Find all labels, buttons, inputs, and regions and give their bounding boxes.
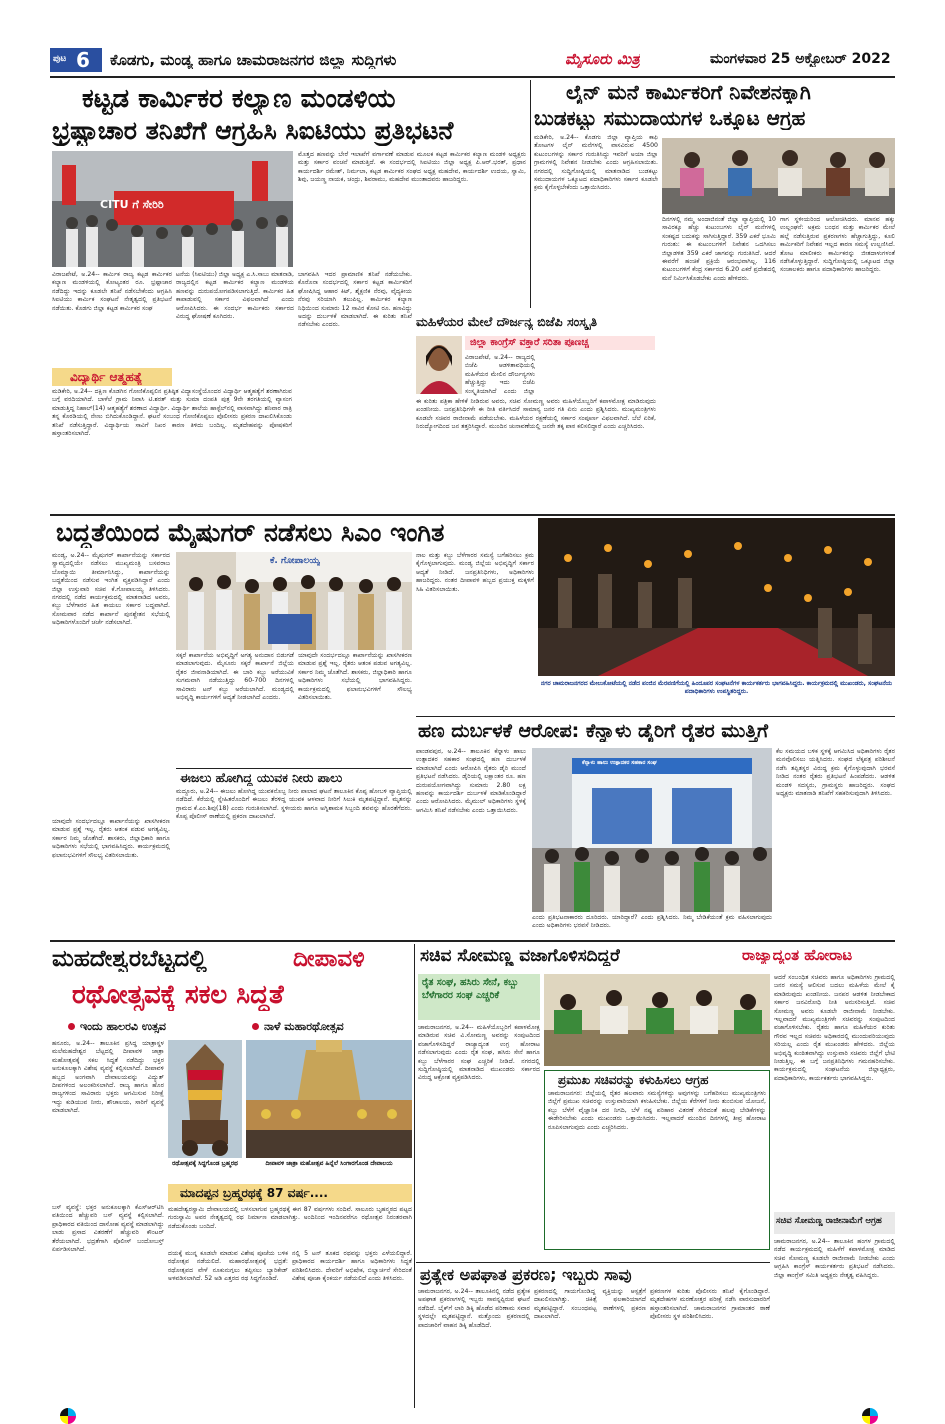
story9-body-1: ಚಾಮರಾಜನಗರ, ಅ.24-- ಮಹಿಳೆಯೊಬ್ಬರಿಗೆ ಕಪಾಳಮೋಕ್ಷ ಮಾಡಿರುವ ಸಚಿವ ವಿ.ಸೋಮಣ್ಣ ಅವರನ್ನು ಸಂಪುಟದಿಂದ ವಜಾಗೊಳಿಸದಿದ್ದರೆ ರಾಜ್ಯಾದ್ಯಂತ ಉಗ್ರ ಹೋರಾಟ ನಡೆಸಲಾಗುವುದು ಎಂದು ರೈತ ಸಂಘ, ಹಸಿರು ಸೇನೆ ಹಾಗೂ ಕಬ್ಬು ಬೆಳೆಗಾರರ ಸಂಘ ಎಚ್ಚರಿಕೆ ನೀಡಿದೆ. ನಗರದಲ್ಲಿ ಸುದ್ದಿಗೋಷ್ಠಿಯಲ್ಲಿ ಮಾತನಾಡಿದ ಮುಖಂಡರು ಸರ್ಕಾರದ ವಿರುದ್ಧ ಆಕ್ರೋಶ ವ್ಯಕ್ತಪಡಿಸಿದರು.: [418, 1024, 540, 1082]
story8-body-1: ಹನೂರು, ಅ.24-- ತಾಲೂಕಿನ ಪ್ರಸಿದ್ಧ ಯಾತ್ರಾಸ್ಥಳ ಮಲೆಮಹದೇಶ್ವರ ಬೆಟ್ಟದಲ್ಲಿ ದೀಪಾವಳಿ ಜಾತ್ರಾ ಮಹೋತ್ಸವಕ್ಕೆ ಸಕಲ ಸಿದ್ಧತೆ ನಡೆದಿದ್ದು ಭಕ್ತರ ಅನುಕೂಲಕ್ಕಾಗಿ ವಿಶೇಷ ವ್ಯವಸ್ಥೆ ಕಲ್ಪಿಸಲಾಗಿದೆ. ದೀಪಾವಳಿ ಹಬ್ಬದ ಅಂಗವಾಗಿ ದೇವಾಲಯವನ್ನು ವಿದ್ಯುತ್ ದೀಪಗಳಿಂದ ಅಲಂಕರಿಸಲಾಗಿದೆ. ರಾಜ್ಯ ಹಾಗೂ ಹೊರ ರಾಜ್ಯಗಳಿಂದ ಸಾವಿರಾರು ಭಕ್ತರು ಆಗಮಿಸುವ ನಿರೀಕ್ಷೆ ಇದ್ದು ಕುಡಿಯುವ ನೀರು, ಶೌಚಾಲಯ, ಸಾರಿಗೆ ವ್ಯವಸ್ಥೆ ಮಾಡಲಾಗಿದೆ.: [52, 1040, 164, 1115]
story5-headline: ಬದ್ಧತೆಯಿಂದ ಮೈಷುಗರ್ ನಡೆಸಲು ಸಿಎಂ ಇಂಗಿತ: [56, 518, 445, 547]
story8-body-3: ಮಹದೇಶ್ವರಸ್ವಾಮಿ ದೇವಾಲಯದಲ್ಲಿ ಬಳಸಲಾಗುವ ಬ್ರಹ್ಮರಥಕ್ಕೆ ಈಗ 87 ವರ್ಷಗಳು ಸಂದಿವೆ. ಸಾಲೂರು ಬೃಹನ್ಮಠದ ಪಟ್ಟದ ಗುರುಸ್ವಾಮಿ ಅವರ ನೇತೃತ್ವದಲ್ಲಿ ರಥ ನಿರ್ಮಾಣ ಮಾಡಲಾಗಿತ್ತು. ಅಂದಿನಿಂದ ಇಂದಿನವರೆಗೂ ರಥೋತ್ಸವ ನಿರಂತರವಾಗಿ ನಡೆದುಕೊಂಡು ಬಂದಿದೆ.: [168, 1206, 412, 1230]
story1-headline-1: ಕಟ್ಟಡ ಕಾರ್ಮಿಕರ ಕಲ್ಯಾಣ ಮಂಡಳಿಯ: [82, 84, 396, 114]
story5-body-2: ಸಕ್ಕರೆ ಕಾರ್ಖಾನೆಯ ಅಭಿವೃದ್ಧಿಗೆ ಅಗತ್ಯ ಅನುದಾನ ಬಿಡುಗಡೆ ಮಾಡಲಾಗುವುದು. ಮೈಸೂರು ಸಕ್ಕರೆ ಕಾರ್ಖಾನೆ ಜಿಲ್ಲೆಯ ರೈತರ ಜೀವನಾಡಿಯಾಗಿದೆ. ಈ ಬಾರಿ ಕಬ್ಬು ಅರೆಯುವಿಕೆ ಸುಗಮವಾಗಿ ನಡೆಯುತ್ತಿದ್ದು 60-700 ದಿನಗಳಲ್ಲಿ ಸಾವಿರಾರು ಟನ್ ಕಬ್ಬು ಅರೆಯಲಾಗಿದೆ. ಮಂಡ್ಯದಲ್ಲಿ ಅಭಿವೃದ್ಧಿ ಕಾರ್ಯಗಳಿಗೆ ಆದ್ಯತೆ ನೀಡಲಾಗಿದೆ ಎಂದರು.: [176, 652, 294, 702]
story4-photo: [416, 336, 462, 394]
story10-body-3: ಪ್ರಕರಣಗಳ ಕುರಿತು ಪೊಲೀಸರು ತನಿಖೆ ಕೈಗೊಂಡಿದ್ದಾರೆ. ಮೃತದೇಹಗಳ ಮರಣೋತ್ತರ ಪರೀಕ್ಷೆ ನಡೆಸಿ ವಾರಸುದಾರರಿಗೆ ಹಸ್ತಾಂತರಿಸಲಾಗಿದೆ. ಚಾಮರಾಜನಗರ ಗ್ರಾಮಾಂತರ ಠಾಣೆ ಪೊಲೀಸರು ಸ್ಥಳ ಪರಿಶೀಲಿಸಿದರು.: [650, 1288, 770, 1321]
story8-photo-1: [168, 1040, 242, 1158]
bullet-1-dot: [68, 1023, 75, 1030]
story9-headline-black: ಸಚಿವ ಸೋಮಣ್ಣ ವಜಾಗೊಳಿಸದಿದ್ದರೆ: [420, 946, 620, 966]
story5-body-4: ನಾಲ ಮತ್ತು ಕಬ್ಬು ಬೆಳೆಗಾರರ ಸಮಸ್ಯೆ ಬಗೆಹರಿಸಲು ಕ್ರಮ ಕೈಗೊಳ್ಳಲಾಗುವುದು. ಮಂಡ್ಯ ಜಿಲ್ಲೆಯ ಅಭಿವೃದ್ಧಿಗೆ ಸರ್ಕಾರ ಆದ್ಯತೆ ನೀಡಿದೆ. ಜನಪ್ರತಿನಿಧಿಗಳು, ಅಧಿಕಾರಿಗಳು ಹಾಜರಿದ್ದರು. ನಂತರ ದೀಪಾವಳಿ ಹಬ್ಬದ ಪ್ರಯುಕ್ತ ಮಕ್ಕಳಿಗೆ ಸಿಹಿ ವಿತರಿಸಲಾಯಿತು.: [416, 552, 534, 593]
torch-rally-photo: [538, 518, 895, 676]
page-number: 6: [76, 48, 90, 72]
page-label: ಪುಟ: [53, 54, 67, 64]
story8-caption-1: ರಥೋತ್ಸವಕ್ಕೆ ಸಿದ್ಧಗೊಂಡ ಬ್ರಹ್ಮರಥ: [172, 1160, 238, 1167]
story6-rule: [176, 768, 412, 769]
story3-headline-2: ಬುಡಕಟ್ಟು ಸಮುದಾಯಗಳ ಒಕ್ಕೂಟ ಆಗ್ರಹ: [534, 106, 806, 130]
story7-body-1: ಪಾಂಡವಪುರ, ಅ.24-- ತಾಲೂಕಿನ ಕೆನ್ನಾಳು ಹಾಲು ಉತ್ಪಾದಕರ ಸಹಕಾರ ಸಂಘದಲ್ಲಿ ಹಣ ದುರ್ಬಳಕೆ ಮಾಡಲಾಗಿದೆ ಎಂದು ಆರೋಪಿಸಿ ರೈತರು ಡೈರಿ ಮುಂದೆ ಪ್ರತಿಭಟನೆ ನಡೆಸಿದರು. ಡೈರಿಯಲ್ಲಿ ಲಕ್ಷಾಂತರ ರೂ. ಹಣ ದುರುಪಯೋಗವಾಗಿದ್ದು ಸುಮಾರು 2.80 ಲಕ್ಷ ಹಣವನ್ನು ಕಾರ್ಯದರ್ಶಿ ದುರ್ಬಳಕೆ ಮಾಡಿಕೊಂಡಿದ್ದಾರೆ ಎಂದು ಆರೋಪಿಸಿದರು. ಮೈಮುಲ್ ಅಧಿಕಾರಿಗಳು ಸ್ಥಳಕ್ಕೆ ಆಗಮಿಸಿ ತನಿಖೆ ನಡೆಸಬೇಕು ಎಂದು ಒತ್ತಾಯಿಸಿದರು.: [416, 748, 526, 814]
story5-body-1b: ಯಾವುದೇ ಸಂದರ್ಭದಲ್ಲೂ ಕಾರ್ಖಾನೆಯನ್ನು ಖಾಸಗೀಕರಣ ಮಾಡುವ ಪ್ರಶ್ನೆ ಇಲ್ಲ. ರೈತರು ಆತಂಕ ಪಡುವ ಅಗತ್ಯವಿಲ್ಲ. ಸರ್ಕಾರ ನಿಮ್ಮ ಜೊತೆಗಿದೆ. ಶಾಸಕರು, ಜಿಲ್ಲಾಧಿಕಾರಿ ಹಾಗೂ ಅಧಿಕಾರಿಗಳು ಸಭೆಯಲ್ಲಿ ಭಾಗವಹಿಸಿದ್ದರು. ಕಾರ್ಯಕ್ರಮದಲ್ಲಿ ಫಲಾನುಭವಿಗಳಿಗೆ ಸೌಲಭ್ಯ ವಿತರಿಸಲಾಯಿತು.: [52, 818, 170, 859]
story9-box2-body: ಚಾಮರಾಜನಗರ: ಜಿಲ್ಲೆಯಲ್ಲಿ ರೈತರ ಹಲವಾರು ಸಮಸ್ಯೆಗಳಿದ್ದು ಅವುಗಳನ್ನು ಬಗೆಹರಿಸಲು ಮುಖ್ಯಮಂತ್ರಿಗಳು ಜಿಲ್ಲೆಗೆ ಪ್ರಮುಖ ಸಚಿವರನ್ನು ಉಸ್ತುವಾರಿಯಾಗಿ ಕಳುಹಿಸಬೇಕು. ಜಿಲ್ಲೆಯ ಕೆರೆಗಳಿಗೆ ನೀರು ತುಂಬಿಸುವ ಯೋಜನೆ, ಕಬ್ಬು ಬೆಳೆಗೆ ವೈಜ್ಞಾನಿಕ ದರ ನಿಗದಿ, ಬೆಳೆ ನಷ್ಟ ಪರಿಹಾರ ವಿತರಣೆ ಸೇರಿದಂತೆ ಹಲವು ಬೇಡಿಕೆಗಳನ್ನು ಈಡೇರಿಸಬೇಕು ಎಂದು ಮುಖಂಡರು ಒತ್ತಾಯಿಸಿದರು. ಇಲ್ಲವಾದರೆ ಮುಂದಿನ ದಿನಗಳಲ್ಲಿ ತೀವ್ರ ಹೋರಾಟ ರೂಪಿಸಲಾಗುವುದು ಎಂದು ಎಚ್ಚರಿಸಿದರು.: [548, 1090, 766, 1131]
story3-headline-1: ಲೈನ್ ಮನೆ ಕಾರ್ಮಿಕರಿಗೆ ನಿವೇಶನಕ್ಕಾಗಿ: [566, 80, 811, 104]
story8-photo-2: [246, 1040, 412, 1158]
story3-body-3: ಗಾಗ ಸ್ಥಳೀಯರಿಂದ ಆಲೋಚಿಸಿದರು. ಮಾನವ ಹಕ್ಕು ಉಲ್ಲಂಘನೆ: ಅಕ್ರಮ ಬಂಧನ ಮತ್ತು ಕಾರ್ಮಿಕರ ಮೇಲೆ ಹಲ್ಲೆ ನಡೆಸುತ್ತಿರುವ ಪ್ರಕರಣಗಳು ಹೆಚ್ಚಾಗುತ್ತಿದ್ದು, ಕೂಲಿ ಕಾರ್ಮಿಕರಿಗೆ ನಿವೇಶನ ಇಲ್ಲದ ಕಾರಣ ಸಮಸ್ಯೆ ಉಲ್ಬಣಿಸಿದೆ. ತೋಟ ಮಾಲೀಕರು ಕಾರ್ಮಿಕರನ್ನು ಜೀತದಾಳುಗಳಂತೆ ನಡೆಸಿಕೊಳ್ಳುತ್ತಿದ್ದಾರೆ. ಸುದ್ದಿಗೋಷ್ಠಿಯಲ್ಲಿ ಒಕ್ಕೂಟದ ಜಿಲ್ಲಾ ಸಂಚಾಲಕರು ಹಾಗೂ ಪದಾಧಿಕಾರಿಗಳು ಹಾಜರಿದ್ದರು.: [780, 216, 895, 274]
col-rule-top: [530, 80, 531, 308]
story9-photo: [544, 974, 770, 1066]
story11-body: ಚಾಮರಾಜನಗರ, ಅ.24-- ತಾಲೂಕಿನ ಹಂಗಳ ಗ್ರಾಮದಲ್ಲಿ ನಡೆದ ಕಾರ್ಯಕ್ರಮದಲ್ಲಿ ಮಹಿಳೆಗೆ ಕಪಾಳಮೋಕ್ಷ ಮಾಡಿದ ಸಚಿವ ಸೋಮಣ್ಣ ಕೂಡಲೇ ರಾಜೀನಾಮೆ ನೀಡಬೇಕು ಎಂದು ಆಗ್ರಹಿಸಿ ಕಾಂಗ್ರೆಸ್ ಕಾರ್ಯಕರ್ತರು ಪ್ರತಿಭಟನೆ ನಡೆಸಿದರು. ಜಿಲ್ಲಾ ಕಾಂಗ್ರೆಸ್ ಸಮಿತಿ ಅಧ್ಯಕ್ಷರು ನೇತೃತ್ವ ವಹಿಸಿದ್ದರು.: [774, 1238, 895, 1279]
story10-body-1: ಚಾಮರಾಜನಗರ, ಅ.24-- ತಾಲೂಕಿನಲ್ಲಿ ನಡೆದ ಪ್ರತ್ಯೇಕ ಅಪಘಾತ ಪ್ರಕರಣಗಳಲ್ಲಿ ಇಬ್ಬರು ಸಾವನ್ನಪ್ಪಿರುವ ಘಟನೆ ನಡೆದಿದೆ. ಬೈಕ್‌ಗೆ ಲಾರಿ ಡಿಕ್ಕಿ ಹೊಡೆದ ಪರಿಣಾಮ ಸವಾರ ಸ್ಥಳದಲ್ಲೇ ಮೃತಪಟ್ಟಿದ್ದಾನೆ. ಮತ್ತೊಂದು ಪ್ರಕರಣದಲ್ಲಿ ಪಾದಚಾರಿಗೆ ವಾಹನ ಡಿಕ್ಕಿ ಹೊಡೆದಿದೆ.: [418, 1288, 530, 1329]
registration-mark-left: [60, 1408, 76, 1424]
story8-bullet-1: ಇಂದು ಹಾಲರವಿ ಉತ್ಸವ: [80, 1020, 166, 1033]
right-col-body: ಆದರೆ ಸಂಬಂಧಿತ ಸಚಿವರು ಹಾಗೂ ಅಧಿಕಾರಿಗಳು ಗ್ರಾಮದಲ್ಲಿ ಜನರ ಸಮಸ್ಯೆ ಆಲಿಸುವ ಬದಲು ಮಹಿಳೆಯ ಮೇಲೆ ಕೈ ಮಾಡಿರುವುದು ಖಂಡನೀಯ. ಜನಪರ ಆಡಳಿತ ನೀಡಬೇಕಾದ ಸರ್ಕಾರ ಜನವಿರೋಧಿ ನೀತಿ ಅನುಸರಿಸುತ್ತಿದೆ. ಸಚಿವ ಸೋಮಣ್ಣ ಅವರು ಕೂಡಲೇ ರಾಜೀನಾಮೆ ನೀಡಬೇಕು. ಇಲ್ಲವಾದರೆ ಮುಖ್ಯಮಂತ್ರಿಗಳೇ ಸಚಿವರನ್ನು ಸಂಪುಟದಿಂದ ವಜಾಗೊಳಿಸಬೇಕು. ರೈತರು ಹಾಗೂ ಮಹಿಳೆಯರ ಕುರಿತು ಗೌರವ ಇಲ್ಲದ ಸಚಿವರು ಅಧಿಕಾರದಲ್ಲಿ ಮುಂದುವರಿಯುವುದು ಸರಿಯಲ್ಲ ಎಂದು ರೈತ ಮುಖಂಡರು ಹೇಳಿದರು. ಜಿಲ್ಲೆಯ ಅಭಿವೃದ್ಧಿ ಕುಂಠಿತವಾಗಿದ್ದು ಉಸ್ತುವಾರಿ ಸಚಿವರು ಜಿಲ್ಲೆಗೆ ಭೇಟಿ ನೀಡುತ್ತಿಲ್ಲ. ಈ ಬಗ್ಗೆ ಜನಪ್ರತಿನಿಧಿಗಳು ಗಮನಹರಿಸಬೇಕು. ಕಾರ್ಯಕ್ರಮದಲ್ಲಿ ಸಂಘಟನೆಯ ಜಿಲ್ಲಾಧ್ಯಕ್ಷರು, ಪದಾಧಿಕಾರಿಗಳು, ಕಾರ್ಯಕರ್ತರು ಭಾಗವಹಿಸಿದ್ದರು.: [774, 974, 895, 1082]
story5-body-3: ಯಾವುದೇ ಸಂದರ್ಭದಲ್ಲೂ ಕಾರ್ಖಾನೆಯನ್ನು ಖಾಸಗೀಕರಣ ಮಾಡುವ ಪ್ರಶ್ನೆ ಇಲ್ಲ. ರೈತರು ಆತಂಕ ಪಡುವ ಅಗತ್ಯವಿಲ್ಲ. ಸರ್ಕಾರ ನಿಮ್ಮ ಜೊತೆಗಿದೆ. ಶಾಸಕರು, ಜಿಲ್ಲಾಧಿಕಾರಿ ಹಾಗೂ ಅಧಿಕಾರಿಗಳು ಸಭೆಯಲ್ಲಿ ಭಾಗವಹಿಸಿದ್ದರು. ಕಾರ್ಯಕ್ರಮದಲ್ಲಿ ಫಲಾನುಭವಿಗಳಿಗೆ ಸೌಲಭ್ಯ ವಿತರಿಸಲಾಯಿತು.: [298, 652, 412, 702]
story8-headline-1a: ಮಹದೇಶ್ವರಬೆಟ್ಟದಲ್ಲಿ: [52, 946, 207, 972]
story5-photo: [176, 552, 412, 650]
story4-body-1: ವಿರಾಜಪೇಟೆ, ಅ.24-- ರಾಜ್ಯದಲ್ಲಿ ಬಿಜೆಪಿ ಆಡಳಿತಾವಧಿಯಲ್ಲಿ ಮಹಿಳೆಯರ ಮೇಲಿನ ದೌರ್ಜನ್ಯಗಳು ಹೆಚ್ಚುತ್ತಿದ್ದು ಇದು ಬಿಜೆಪಿ ಸಂಸ್ಕೃತಿಯಾಗಿದೆ ಎಂದು ಜಿಲ್ಲಾ: [465, 354, 535, 395]
story9-box2-title: ಪ್ರಮುಖ ಸಚಿವರನ್ನು ಕಳುಹಿಸಲು ಆಗ್ರಹ: [558, 1073, 709, 1087]
story8-headline-1b: ದೀಪಾವಳಿ: [293, 946, 365, 972]
story11-headline: ಸಚಿವ ಸೋಮಣ್ಣ ರಾಜೀನಾಮೆಗೆ ಆಗ್ರಹ: [776, 1216, 882, 1226]
spokesperson-portrait: [416, 336, 462, 394]
dairy-sign-text: ಕೆನ್ನಾಳು ಹಾಲು ಉತ್ಪಾದಕರ ಸಹಕಾರ ಸಂಘ: [582, 760, 657, 766]
story8-bullet-2: ನಾಳೆ ಮಹಾರಥೋತ್ಸವ: [264, 1020, 344, 1033]
story10-rule: [416, 1262, 770, 1263]
story1-headline-2: ಭ್ರಷ್ಟಾಚಾರ ತನಿಖೆಗೆ ಆಗ್ರಹಿಸಿ ಸಿಐಟಿಯು ಪ್ರತಿಭಟನೆ: [52, 116, 454, 145]
story2-body: ಮಡಿಕೇರಿ, ಅ.24-- ದಕ್ಷಿಣ ಕೊಡಗಿನ ಗೋಣಿಕೊಪ್ಪಲಿನ ಪ್ರತಿಷ್ಠಿತ ವಿದ್ಯಾಸಂಸ್ಥೆಯೊಂದರ ವಿದ್ಯಾರ್ಥಿ ಆತ್ಮಹತ್ಯೆಗೆ ಶರಣಾಗಿರುವ ಬಗ್ಗೆ ವರದಿಯಾಗಿದೆ. ಬಾಳೆಲೆ ಗ್ರಾಮ ನಿವಾಸಿ ಟಿ.ಶರತ್ ಮತ್ತು ಸುಮಾ ದಂಪತಿ ಪುತ್ರ 9ನೇ ತರಗತಿಯಲ್ಲಿ ವ್ಯಾಸಂಗ ಮಾಡುತ್ತಿದ್ದ ನಿಹಾಲ್(14) ಆತ್ಮಹತ್ಯೆಗೆ ಶರಣಾದ ವಿದ್ಯಾರ್ಥಿ. ವಿದ್ಯಾರ್ಥಿ ಶಾಲೆಯ ಹಾಸ್ಟೆಲ್‌ನಲ್ಲಿ ವಾಸವಾಗಿದ್ದು ಶನಿವಾರ ರಾತ್ರಿ ತನ್ನ ಕೊಠಡಿಯಲ್ಲಿ ನೇಣು ಬಿಗಿದುಕೊಂಡಿದ್ದಾನೆ. ಘಟನೆ ಸಂಬಂಧ ಗೋಣಿಕೊಪ್ಪಲು ಪೊಲೀಸರು ಪ್ರಕರಣ ದಾಖಲಿಸಿಕೊಂಡು ತನಿಖೆ ನಡೆಸುತ್ತಿದ್ದಾರೆ. ವಿದ್ಯಾರ್ಥಿಯ ಸಾವಿಗೆ ನಿಖರ ಕಾರಣ ತಿಳಿದು ಬಂದಿಲ್ಲ. ಮೃತದೇಹವನ್ನು ಪೋಷಕರಿಗೆ ಹಸ್ತಾಂತರಿಸಲಾಗಿದೆ.: [52, 388, 292, 438]
story5-photo-banner: ಕೆ. ಗೋಪಾಲಯ್ಯ: [270, 556, 321, 566]
story8-subhead: ಮಾದಪ್ಪನ ಬ್ರಹ್ಮರಥಕ್ಕೆ 87 ವರ್ಷ....: [180, 1186, 328, 1200]
story4-subhead: ಜಿಲ್ಲಾ ಕಾಂಗ್ರೆಸ್ ವಕ್ತಾರೆ ಸರಿತಾ ಪೂಣಚ್ಚ: [470, 337, 589, 348]
row-rule-2: [50, 940, 895, 942]
story5-body-1: ಮಂಡ್ಯ, ಅ.24-- ಮೈಷುಗರ್ ಕಾರ್ಖಾನೆಯನ್ನು ಸರ್ಕಾರದ ಸ್ವಾಮ್ಯದಲ್ಲಿಯೇ ನಡೆಸಲು ಮುಖ್ಯಮಂತ್ರಿ ಬಸವರಾಜ ಬೊಮ್ಮಾಯಿ ತೀರ್ಮಾನಿಸಿದ್ದು, ಕಾರ್ಖಾನೆಯನ್ನು ಬದ್ಧತೆಯಿಂದ ನಡೆಸುವ ಇಂಗಿತ ವ್ಯಕ್ತಪಡಿಸಿದ್ದಾರೆ ಎಂದು ಜಿಲ್ಲಾ ಉಸ್ತುವಾರಿ ಸಚಿವ ಕೆ.ಗೋಪಾಲಯ್ಯ ತಿಳಿಸಿದರು. ನಗರದಲ್ಲಿ ನಡೆದ ಕಾರ್ಯಕ್ರಮದಲ್ಲಿ ಮಾತನಾಡಿದ ಅವರು, ಕಬ್ಬು ಬೆಳೆಗಾರರ ಹಿತ ಕಾಯಲು ಸರ್ಕಾರ ಬದ್ಧವಾಗಿದೆ. ಸೋಮವಾರ ನಡೆದ ಕಾರ್ಖಾನೆ ಪುನಶ್ಚೇತನ ಸಭೆಯಲ್ಲಿ ಅಧಿಕಾರಿಗಳೊಂದಿಗೆ ಚರ್ಚೆ ನಡೆಸಲಾಗಿದೆ.: [52, 552, 170, 627]
protest-photo-graphic: [52, 151, 293, 267]
story3-body-1: ಮಡಿಕೇರಿ, ಅ.24-- ಕೊಡಗು ಜಿಲ್ಲಾ ವ್ಯಾಪ್ತಿಯ ಕಾಫಿ ತೋಟಗಳ ಲೈನ್ ಮನೆಗಳಲ್ಲಿ ವಾಸವಿರುವ 4500 ಕುಟುಂಬಗಳನ್ನು ಸರ್ಕಾರ ಗುರುತಿಸಿದ್ದು ಇವರಿಗೆ ಅಯಾ ಜಿಲ್ಲಾ ಗ್ರಾಮಗಳಲ್ಲಿ ನಿವೇಶನ ನೀಡಬೇಕು ಎಂದು ಆಗ್ರಹಿಸಲಾಯಿತು. ನಗರದಲ್ಲಿ ಸುದ್ದಿಗೋಷ್ಠಿಯಲ್ಲಿ ಮಾತನಾಡಿದ ಬುಡಕಟ್ಟು ಸಮುದಾಯಗಳ ಒಕ್ಕೂಟದ ಪದಾಧಿಕಾರಿಗಳು ಸರ್ಕಾರ ಕೂಡಲೇ ಕ್ರಮ ಕೈಗೊಳ್ಳಬೇಕೆಂದು ಒತ್ತಾಯಿಸಿದರು.: [534, 134, 658, 192]
story7-body-2: ಕೆಲ ಸಮಯದ ಬಳಿಕ ಸ್ಥಳಕ್ಕೆ ಆಗಮಿಸಿದ ಅಧಿಕಾರಿಗಳು ರೈತರ ಮನವೊಲಿಸಲು ಯತ್ನಿಸಿದರು. ಸಂಘದ ಲೆಕ್ಕಪತ್ರ ಪರಿಶೀಲನೆ ನಡೆಸಿ ತಪ್ಪಿತಸ್ಥರ ವಿರುದ್ಧ ಕ್ರಮ ಕೈಗೊಳ್ಳುವುದಾಗಿ ಭರವಸೆ ನೀಡಿದ ನಂತರ ರೈತರು ಪ್ರತಿಭಟನೆ ಹಿಂಪಡೆದರು. ಆಡಳಿತ ಮಂಡಳಿ ಸದಸ್ಯರು, ಗ್ರಾಮಸ್ಥರು ಹಾಜರಿದ್ದರು. ಸಂಘದ ಅಧ್ಯಕ್ಷರು ಮಾತನಾಡಿ ತನಿಖೆಗೆ ಸಹಕರಿಸುವುದಾಗಿ ತಿಳಿಸಿದರು.: [776, 748, 895, 798]
citu-banner-text: CITU ಗೆ ಸೇರಿರಿ: [100, 198, 164, 211]
story8-body-5: ನಲ್ಲಿ 5 ಟನ್ ತೂಕದ ರಥವನ್ನು ಭಕ್ತರು ಎಳೆಯಲಿದ್ದಾರೆ. ಪ್ರಾಧಿಕಾರದ ಕಾರ್ಯದರ್ಶಿ ಹಾಗೂ ಅಧಿಕಾರಿಗಳು ಸಿದ್ಧತೆ ಪರಿಶೀಲಿಸಿದರು. ದೇವರಿಗೆ ಅಭಿಷೇಕ, ಬಿಲ್ವಾರ್ಚನೆ ಸೇರಿದಂತೆ ವಿಶೇಷ ಪೂಜಾ ಕೈಂಕರ್ಯ ನಡೆಯಲಿದೆ ಎಂದು ತಿಳಿಸಿದರು.: [292, 1250, 412, 1283]
press-meet-photo: [662, 138, 895, 214]
story1-body-col3: ಬಾಗವಹಿಸಿ ಇದರ ಪ್ರಾಮಾಣಿಕ ತನಿಖೆ ನಡೆಯಬೇಕು. ಕೊರೊನಾ ಸಂದರ್ಭದಲ್ಲಿ ಸರ್ಕಾರ ಕಟ್ಟಡ ಕಾರ್ಮಿಕರಿಗೆ ಘೋಷಿಸಿದ್ದ ಆಹಾರ ಕಿಟ್, ಶೈಕ್ಷಣಿಕ ನೆರವು, ವೈದ್ಯಕೀಯ ನೆರವು ಸರಿಯಾಗಿ ತಲುಪಿಲ್ಲ. ಕಾರ್ಮಿಕರ ಕಲ್ಯಾಣ ನಿಧಿಯಿಂದ ಸುಮಾರು 12 ಸಾವಿರ ಕೋಟಿ ರೂ. ಹಣವಿದ್ದು ಅದನ್ನು ದುರ್ಬಳಕೆ ಮಾಡಲಾಗಿದೆ. ಈ ಕುರಿತು ತನಿಖೆ ನಡೆಸಬೇಕು ಎಂದರು.: [298, 271, 412, 329]
story3-body-2: ದಿನಗಳಲ್ಲಿ ನಮ್ಮ ಅಂದಾಜಿನಂತೆ ಜಿಲ್ಲಾ ವ್ಯಾಪ್ತಿಯಲ್ಲಿ 10 ಸಾವಿರಕ್ಕೂ ಹೆಚ್ಚು ಕುಟುಂಬಗಳು ಲೈನ್ ಮನೆಗಳಲ್ಲಿ ಸಂಕಷ್ಟದ ಬದುಕನ್ನು ಸಾಗಿಸುತ್ತಿದ್ದಾರೆ. 359 ಎಕರೆ ಭೂಮಿ ಗುರುತು: ಈ ಕುಟುಂಬಗಳಿಗೆ ನಿವೇಶನ ಒದಗಿಸಲು ಜಿಲ್ಲಾಡಳಿತ 359 ಎಕರೆ ಜಾಗವನ್ನು ಗುರುತಿಸಿದೆ. ಆದರೆ ಈವರೆಗೆ ಹಂಚಿಕೆ ಪ್ರಕ್ರಿಯೆ ಆರಂಭವಾಗಿಲ್ಲ. 116 ಕುಟುಂಬಗಳಿಗೆ ಕೆಂದ್ರ ಸರ್ಕಾರದ 6.20 ಎಕರೆ ಪ್ರದೇಶದಲ್ಲಿ ಮನೆ ನಿರ್ಮಿಸಿಕೊಡಬೇಕು ಎಂದು ಹೇಳಿದರು.: [662, 216, 776, 282]
chariot-photo: [168, 1040, 242, 1158]
row-rule-1: [50, 514, 895, 516]
story8-caption-2: ದೀಪಾವಳಿ ಜಾತ್ರಾ ಮಹೋತ್ಸವ ಹಿನ್ನೆಲೆ ಸಿಂಗಾರಗೊಂಡ ದೇವಾಲಯ: [265, 1160, 393, 1167]
story1-photo: [52, 151, 293, 267]
story6-body: ಮದ್ದೂರು, ಅ.24-- ಈಜಲು ಹೋಗಿದ್ದ ಯುವಕನೊಬ್ಬ ನೀರು ಪಾಲಾದ ಘಟನೆ ತಾಲೂಕಿನ ಕೊಪ್ಪ ಹೋಬಳಿ ವ್ಯಾಪ್ತಿಯಲ್ಲಿ ನಡೆದಿದೆ. ಕೆರೆಯಲ್ಲಿ ಸ್ನೇಹಿತರೊಂದಿಗೆ ಈಜಲು ತೆರಳಿದ್ದ ಯುವಕ ಆಳವಾದ ನೀರಿಗೆ ಸಿಲುಕಿ ಮೃತಪಟ್ಟಿದ್ದಾನೆ. ಮೃತನನ್ನು ಗ್ರಾಮದ ಕೆ.ಎಂ.ಶಿವು(18) ಎಂದು ಗುರುತಿಸಲಾಗಿದೆ. ಸ್ಥಳೀಯರು ಹಾಗೂ ಅಗ್ನಿಶಾಮಕ ಸಿಬ್ಬಂದಿ ಶವವನ್ನು ಹೊರತೆಗೆದರು. ಕೊಪ್ಪ ಪೊಲೀಸ್ ಠಾಣೆಯಲ್ಲಿ ಪ್ರಕರಣ ದಾಖಲಾಗಿದೆ.: [176, 788, 412, 821]
masthead: [50, 48, 895, 72]
registration-mark-right: [862, 1408, 878, 1424]
story3-photo: [662, 138, 895, 214]
story10-headline: ಪ್ರತ್ಯೇಕ ಅಪಘಾತ ಪ್ರಕರಣ; ಇಬ್ಬರು ಸಾವು: [420, 1265, 632, 1284]
story4-body-2: ಈ ಕುರಿತು ಪತ್ರಿಕಾ ಹೇಳಿಕೆ ನೀಡಿರುವ ಅವರು, ಸಚಿವ ಸೋಮಣ್ಣ ಅವರು ಮಹಿಳೆಯೊಬ್ಬರಿಗೆ ಕಪಾಳಮೋಕ್ಷ ಮಾಡಿರುವುದು ಖಂಡನೀಯ. ಜನಪ್ರತಿನಿಧಿಗಳೇ ಈ ರೀತಿ ವರ್ತಿಸಿದರೆ ಸಾಮಾನ್ಯ ಜನರ ಗತಿ ಏನು ಎಂದು ಪ್ರಶ್ನಿಸಿದರು. ಮುಖ್ಯಮಂತ್ರಿಗಳು ಕೂಡಲೇ ಸಚಿವರ ರಾಜೀನಾಮೆ ಪಡೆಯಬೇಕು. ಮಹಿಳೆಯರ ರಕ್ಷಣೆಯಲ್ಲಿ ಸರ್ಕಾರ ಸಂಪೂರ್ಣ ವಿಫಲವಾಗಿದೆ. ಬೆಲೆ ಏರಿಕೆ, ನಿರುದ್ಯೋಗದಿಂದ ಜನ ತತ್ತರಿಸಿದ್ದಾರೆ. ಮುಂದಿನ ಚುನಾವಣೆಯಲ್ಲಿ ಜನರೇ ತಕ್ಕ ಪಾಠ ಕಲಿಸಲಿದ್ದಾರೆ ಎಂದು ಎಚ್ಚರಿಸಿದರು.: [416, 398, 656, 431]
story1-body-right: ಮೊತ್ತದ ಹಣವನ್ನು ಬೇರೆ ಇಲಾಖೆಗೆ ವರ್ಗಾವಣೆ ಮಾಡುವ ಮೂಲಕ ಕಟ್ಟಡ ಕಾರ್ಮಿಕರ ಕಲ್ಯಾಣ ಮಂಡಳಿ ಅಧ್ಯಕ್ಷರು ಮತ್ತು ಸರ್ಕಾರ ವಂಚನೆ ಮಾಡುತ್ತಿದೆ. ಈ ಸಂದರ್ಭದಲ್ಲಿ ಸಿಐಟಿಯು ಜಿಲ್ಲಾ ಅಧ್ಯಕ್ಷ ಪಿ.ಆರ್.ಭರತ್, ಪ್ರಧಾನ ಕಾರ್ಯದರ್ಶಿ ರಮೇಶ್, ನಿರ್ಮಲಾ, ಕಟ್ಟಡ ಕಾರ್ಮಿಕರ ಸಂಘದ ಅಧ್ಯಕ್ಷ ಮಹದೇವ, ಕಾರ್ಯದರ್ಶಿ ಉದಯ, ಸ್ವಾಮಿ, ಶಿವು, ಜಯಣ್ಣ ನಾಯಕ, ಚಂದ್ರು, ಶಿವರಾಮು, ಮಹದೇವ ಮುಂತಾದವರು ಹಾಜರಿದ್ದರು.: [298, 151, 526, 184]
masthead-rule: [50, 76, 895, 78]
farmers-press-meet-photo: [544, 974, 770, 1066]
temple-photo: [246, 1040, 412, 1158]
section-title: ಕೊಡಗು, ಮಂಡ್ಯ ಹಾಗೂ ಚಾಮರಾಜನಗರ ಜಿಲ್ಲಾ ಸುದ್ದಿಗಳು: [110, 51, 397, 69]
story1-body-col1: ವಿರಾಜಪೇಟೆ, ಅ.24-- ಕಾರ್ಮಿಕ ರಾಜ್ಯ ಕಟ್ಟಡ ಕಾರ್ಮಿಕರ ಕಲ್ಯಾಣ ಮಂಡಳಿಯಲ್ಲಿ ಕೋಟ್ಯಂತರ ರೂ. ಭ್ರಷ್ಟಾಚಾರ ನಡೆದಿದ್ದು ಇದನ್ನು ಕೂಡಲೇ ತನಿಖೆ ನಡೆಸಬೇಕೆಂದು ಆಗ್ರಹಿಸಿ ಸಿಐಟಿಯು ಕಾರ್ಮಿಕ ಸಂಘಟನೆ ನೇತೃತ್ವದಲ್ಲಿ ಪ್ರತಿಭಟನೆ ನಡೆಯಿತು. ಕೊಡಗು ಜಿಲ್ಲಾ ಕಟ್ಟಡ ಕಾರ್ಮಿಕರ ಸಂಘ: [52, 271, 172, 312]
col-rule-bottom: [414, 944, 415, 1408]
story10-body-2: ಪ್ರಕರಣದಲ್ಲಿ ಗಾಯಗೊಂಡಿದ್ದ ವ್ಯಕ್ತಿಯನ್ನು ಆಸ್ಪತ್ರೆಗೆ ದಾಖಲಿಸಲಾಗಿತ್ತು. ಚಿಕಿತ್ಸೆ ಫಲಕಾರಿಯಾಗದೆ ಮೃತಪಟ್ಟಿದ್ದಾರೆ. ಸಂಬಂಧಪಟ್ಟ ಠಾಣೆಗಳಲ್ಲಿ ಪ್ರಕರಣ ದಾಖಲಾಗಿದೆ.: [534, 1288, 646, 1321]
brand-logo: ಮೈಸೂರು ಮಿತ್ರ: [565, 50, 640, 68]
ceremony-photo: [176, 552, 412, 650]
story4-headline: ಮಹಿಳೆಯರ ಮೇಲೆ ದೌರ್ಜನ್ಯ ಬಿಜೆಪಿ ಸಂಸ್ಕೃತಿ: [416, 314, 597, 329]
torch-rally-graphic: [538, 518, 895, 676]
story8-headline-2: ರಥೋತ್ಸವಕ್ಕೆ ಸಕಲ ಸಿದ್ಧತೆ: [72, 980, 284, 1010]
story6-headline: ಈಜಲು ಹೋಗಿದ್ದ ಯುವಕ ನೀರು ಪಾಲು: [180, 770, 343, 785]
dairy-protest-photo: [532, 748, 772, 912]
bullet-2-dot: [252, 1023, 259, 1030]
story9-box-title: ರೈತ ಸಂಘ, ಹಸಿರು ಸೇನೆ, ಕಬ್ಬು ಬೆಳೆಗಾರರ ಸಂಘ ಎಚ್ಚರಿಕೆ: [422, 977, 519, 1001]
story7-rule: [416, 716, 895, 717]
story8-body-4: ದಯಕ್ಕೆ ಮುನ್ನ ಕೂಡಲೇ ಮಾಡುವ ವಿಶೇಷ ಪೂಜೆಯ ಬಳಿಕ ರಥೋತ್ಸವ ನಡೆಯಲಿದೆ. ಮಹಾರಥೋತ್ಸವಕ್ಕೆ ಭದ್ರತೆ: ರಥೋತ್ಸವದ ವೇಳೆ ನೂಕುನುಗ್ಗಲು ತಪ್ಪಿಸಲು ಬ್ಯಾರಿಕೇಡ್ ಅಳವಡಿಸಲಾಗಿದೆ. 52 ಅಡಿ ಎತ್ತರದ ರಥ ಸಿದ್ಧಗೊಂಡಿದೆ.: [168, 1250, 288, 1283]
story7-caption: ಎಂದು ಪ್ರತಿಭಟನಾಕಾರರು ದೂರಿದರು. ಯಾರಿದ್ದಾರೆ? ಎಂದು ಪ್ರಶ್ನಿಸಿದರು. ನಿಮ್ಮ ಬೇಡಿಕೆಯಂತೆ ಕ್ರಮ ವಹಿಸಲಾಗುವುದು ಎಂದು ಅಧಿಕಾರಿಗಳು ಭರವಸೆ ನೀಡಿದರು.: [532, 914, 772, 930]
story7-photo: [532, 748, 772, 912]
issue-date: ಮಂಗಳವಾರ 25 ಅಕ್ಟೋಬರ್ 2022: [710, 51, 891, 67]
story7-headline: ಹಣ ದುರ್ಬಳಕೆ ಆರೋಪ: ಕೆನ್ನಾಳು ಡೈರಿಗೆ ರೈತರ ಮುತ್ತಿಗೆ: [418, 720, 769, 742]
story2-headline: ವಿದ್ಯಾರ್ಥಿ ಆತ್ಮಹತ್ಯೆ: [70, 370, 143, 384]
story9-headline-red: ರಾಜ್ಯಾದ್ಯಂತ ಹೋರಾಟ: [742, 946, 853, 964]
story1-body-col2: ಟನೆಯ (ಸಿಐಟಿಯು) ಜಿಲ್ಲಾ ಅಧ್ಯಕ್ಷ ಎ.ಸಿ.ಸಾಬು ಮಾತನಾಡಿ, ರಾಜ್ಯದಲ್ಲಿನ ಕಟ್ಟಡ ಕಾರ್ಮಿಕರ ಕಲ್ಯಾಣ ಮಂಡಳಿಯ ಹಣವನ್ನು ದುರುಪಯೋಗಪಡಿಸಲಾಗುತ್ತಿದೆ. ಕಾರ್ಮಿಕರ ಹಿತ ಕಾಪಾಡುವಲ್ಲಿ ಸರ್ಕಾರ ವಿಫಲವಾಗಿದೆ ಎಂದು ಆರೋಪಿಸಿದರು. ಈ ಸಂದರ್ಭ ಕಾರ್ಮಿಕರು ಸರ್ಕಾರದ ವಿರುದ್ಧ ಘೋಷಣೆ ಕೂಗಿದರು.: [176, 271, 294, 321]
story8-body-2: ಬಸ್ ವ್ಯವಸ್ಥೆ: ಭಕ್ತರ ಅನುಕೂಲಕ್ಕಾಗಿ ಕೆಎಸ್ಆರ್‌ಟಿಸಿ ವತಿಯಿಂದ ಹೆಚ್ಚುವರಿ ಬಸ್ ವ್ಯವಸ್ಥೆ ಕಲ್ಪಿಸಲಾಗಿದೆ. ಪ್ರಾಧಿಕಾರದ ವತಿಯಿಂದ ದಾಸೋಹ ವ್ಯವಸ್ಥೆ ಮಾಡಲಾಗಿದ್ದು ಲಾಡು ಪ್ರಸಾದ ವಿತರಣೆಗೆ ಹೆಚ್ಚುವರಿ ಕೌಂಟರ್ ತೆರೆಯಲಾಗಿದೆ. ಭದ್ರತೆಗಾಗಿ ಪೊಲೀಸ್ ಬಂದೋಬಸ್ತ್ ಏರ್ಪಡಿಸಲಾಗಿದೆ.: [52, 1204, 164, 1254]
torch-rally-caption: ನಗರ ಚಾಮರಾಜನಗರದ ಮೇಲುಕೋಟೆಯಲ್ಲಿ ನಡೆದ ಪಂಜಿನ ಮೆರವಣಿಗೆಯಲ್ಲಿ ಹಿಂದೂಪರ ಸಂಘಟನೆಗಳ ಕಾರ್ಯಕರ್ತರು ಭಾಗವಹಿಸಿದ್ದರು. ಕಾರ್ಯಕ್ರಮದಲ್ಲಿ ಮುಖಂಡರು, ಸಂಘಟನೆಯ ಪದಾಧಿಕಾರಿಗಳು ಉಪಸ್ಥಿತರಿದ್ದರು.: [540, 680, 893, 695]
